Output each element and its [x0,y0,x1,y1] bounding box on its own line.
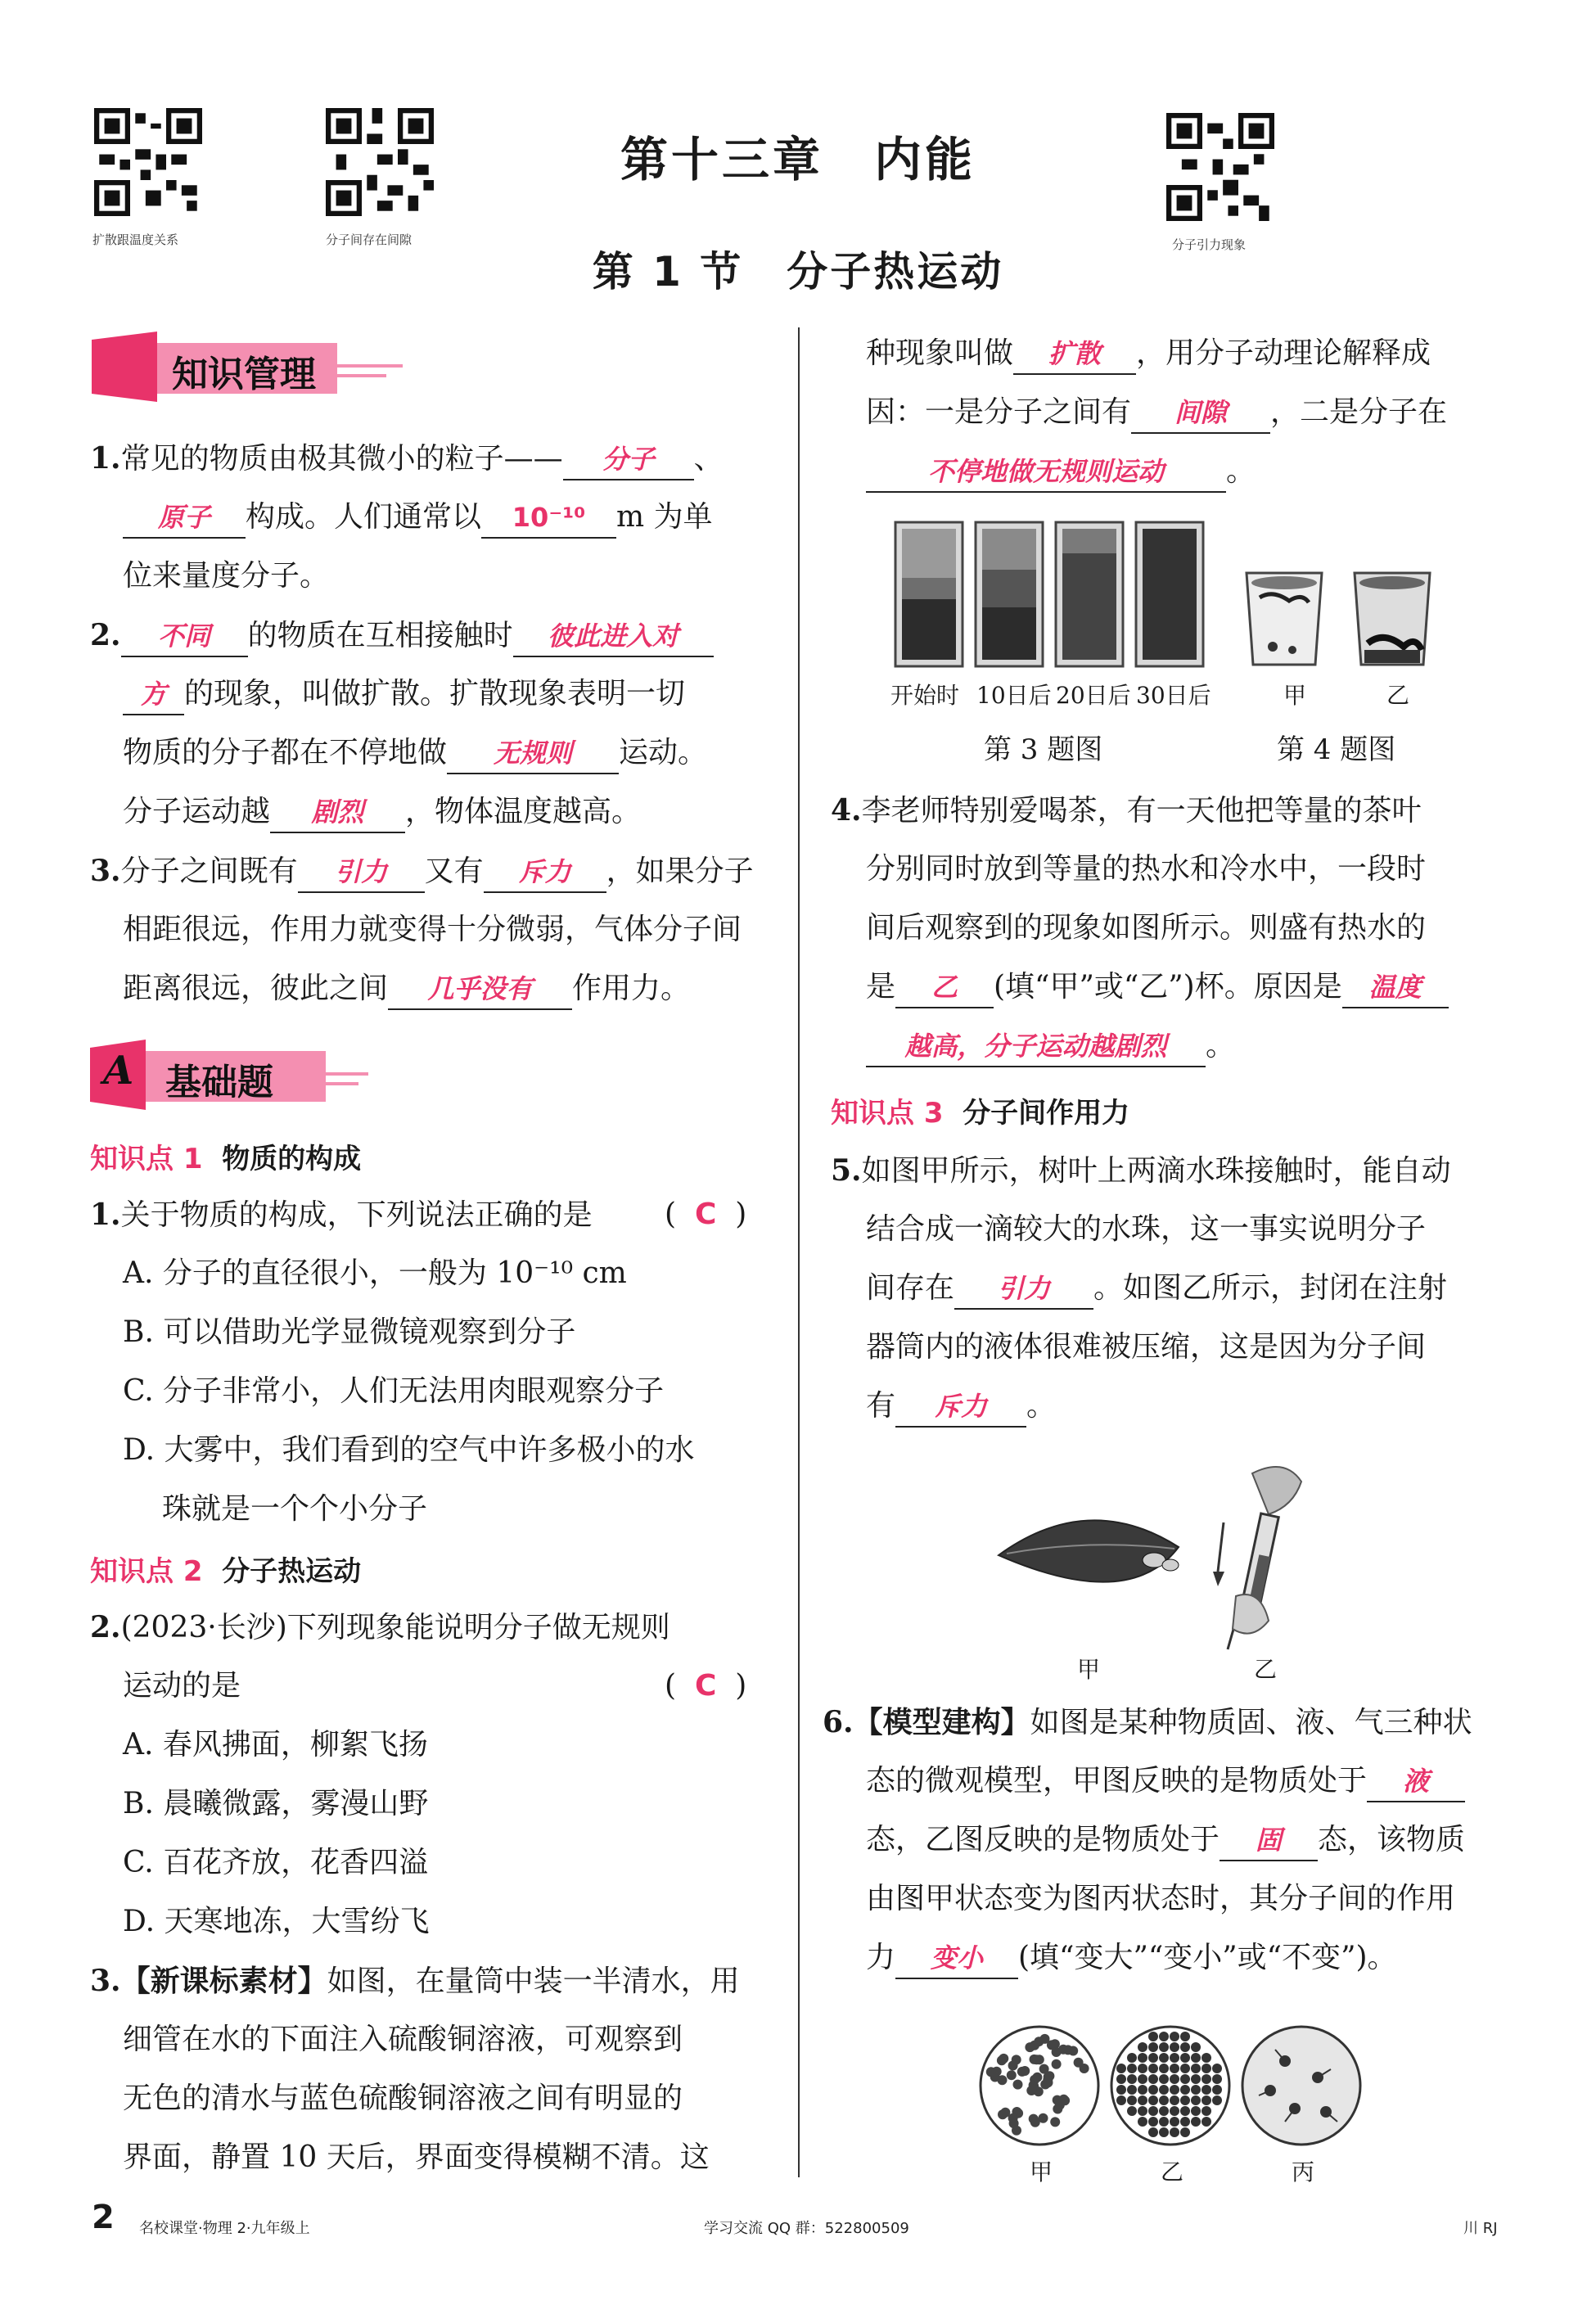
liquid-molecule [1034,2037,1044,2046]
knowledge-q1-number: 1. [90,441,121,476]
liquid-molecule [1063,2045,1073,2055]
text: 如图，在量筒中装一半清水，用 [327,1964,740,1998]
answer-blank: 引力 [954,1269,1093,1310]
section-title: 第 1 节 分子热运动 [592,248,1004,295]
footer-edition: 川 RJ [1463,2220,1498,2237]
solid-molecule [1170,2074,1179,2084]
text: 有 [866,1389,896,1423]
solid-molecule [1212,2085,1222,2095]
fig5-label-jia: 甲 [1077,1656,1101,1683]
text: 分子运动越 [123,795,271,828]
solid-molecule [1170,2106,1179,2116]
chapter-title: 第十三章 内能 [620,132,976,187]
text: 的现象，叫做扩散。扩散现象表明一切 [184,677,686,710]
basic-p1-option-b: B. 可以借助光学显微镜观察到分子 [123,1315,576,1349]
text: m 为单 [616,500,713,534]
solid-molecule [1202,2064,1211,2073]
solid-molecule [1127,2053,1137,2063]
text: 。如图乙所示，封闭在注射 [1093,1271,1448,1305]
liquid-molecule [1008,2061,1018,2071]
liquid-molecule [1025,2042,1035,2052]
basic-p2-stem1 [90,1608,670,1648]
text: (2023·长沙)下列现象能说明分子做无规则 [120,1611,670,1644]
solid-molecule [1180,2095,1190,2105]
solid-molecule [1127,2095,1137,2105]
text: ，物体温度越高。 [405,795,642,828]
text: 关于物质的构成，下列说法正确的是 [120,1198,593,1232]
knowledge-q1-line3: 位来量度分子。 [123,559,330,593]
solid-molecule [1159,2085,1169,2095]
right-p5-line5 [866,1387,1056,1428]
solid-molecule [1148,2085,1158,2095]
liquid-molecule [1032,2073,1042,2082]
solid-molecule [1148,2032,1158,2041]
basic-p1-option-c: C. 分子非常小，人们无法用肉眼观察分子 [123,1374,665,1408]
question-tag: 【模型建构】 [853,1706,1030,1739]
answer-blank: 彼此进入对 [513,616,714,657]
solid-molecule [1148,2117,1158,2127]
knowledge-q3-line2: 相距很远，作用力就变得十分微弱，气体分子间 [123,913,742,946]
solid-molecule [1202,2095,1211,2105]
text: 构成。人们通常以 [246,500,482,534]
solid-molecule [1191,2053,1201,2063]
text: 运动。 [619,736,708,769]
answer-blank: 方 [123,674,184,715]
solid-molecule [1148,2064,1158,2073]
solid-molecule [1148,2106,1158,2116]
question-number: 1. [90,1198,121,1232]
knowledge-q2-line4 [123,792,641,833]
question-number: 4. [831,793,862,828]
answer-blank: 乙 [895,968,994,1008]
text: 物质的分子都在不停地做 [123,736,448,769]
solid-molecule [1148,2095,1158,2105]
answer-blank: 越高，分子运动越剧烈 [866,1026,1206,1067]
text: 态的微观模型，甲图反映的是物质处于 [866,1764,1368,1798]
cylinder-20-days [1056,522,1123,666]
text: (填“甲”或“乙”)杯。原因是 [994,970,1342,1004]
solid-molecule [1180,2127,1190,2137]
fig3-label-10: 10日后 [976,682,1052,709]
cup-jia [1247,573,1322,665]
text: ，用分子动理论解释成 [1136,336,1431,370]
knowledge-q2-line2 [123,674,685,715]
solid-molecule [1127,2074,1137,2084]
text: 因：一是分子之间有 [866,395,1132,429]
solid-molecule [1159,2106,1169,2116]
right-p4-line3: 间后观察到的现象如图所示。则盛有热水的 [866,911,1427,945]
basic-p2-option-b: B. 晨曦微露，雾漫山野 [123,1787,429,1820]
liquid-molecule [1007,2070,1017,2080]
answer-blank: 不停地做无规则运动 [866,452,1226,493]
fig3-label-20: 20日后 [1056,682,1131,709]
solid-molecule [1212,2064,1222,2073]
knowledge-q2-line1 [90,616,714,657]
text: 分子之间既有 [120,855,298,888]
right-p4-line2: 分别同时放到等量的热水和冷水中，一段时 [866,852,1427,886]
fig4-label-yi: 乙 [1386,682,1410,709]
text: 。 [1206,1029,1236,1062]
page-number: 2 [92,2199,115,2236]
qr-caption-1: 扩散跟温度关系 [92,232,179,247]
solid-molecule [1180,2106,1190,2116]
question-number: 5. [831,1153,862,1188]
fig6-label-yi: 乙 [1161,2158,1184,2185]
solid-molecule [1180,2032,1190,2041]
basic-banner [90,1040,368,1110]
knowledge-q1-line2 [123,498,713,539]
liquid-molecule [1039,2113,1048,2123]
answer-blank: 变小 [895,1938,1018,1979]
answer-blank: 固 [1220,1820,1318,1861]
solid-molecule [1116,2064,1126,2073]
solid-molecule [1202,2074,1211,2084]
answer-blank: 10⁻¹⁰ [481,498,616,539]
cylinder-10-days [976,522,1043,666]
text: 态，该物质 [1318,1823,1466,1856]
solid-molecule [1202,2085,1211,2095]
answer-blank: 几乎没有 [388,969,572,1010]
liquid-molecule [1050,2117,1060,2127]
model-solid [1111,2027,1229,2145]
solid-molecule [1180,2085,1190,2095]
basic-p3-line1 [90,1961,740,2001]
solid-molecule [1180,2117,1190,2127]
fig3-caption: 第 3 题图 [984,733,1103,766]
solid-molecule [1159,2117,1169,2127]
model-liquid [981,2027,1098,2145]
answer-blank: 液 [1367,1761,1465,1802]
basic-banner-letter: A [103,1048,134,1094]
text: 常见的物质由极其微小的粒子—— [120,442,563,476]
solid-molecule [1191,2074,1201,2084]
liquid-molecule [999,2054,1008,2064]
solid-molecule [1191,2085,1201,2095]
solid-molecule [1159,2074,1169,2084]
text: 距离很远，彼此之间 [123,972,389,1005]
liquid-molecule [1047,2040,1057,2050]
basic-p2-answer: ( C ) [665,1669,747,1703]
right-p6-line5 [866,1938,1397,1979]
text: 李老师特别爱喝茶，有一天他把等量的茶叶 [861,794,1422,828]
fig4-caption: 第 4 题图 [1277,733,1396,766]
liquid-molecule [1013,2080,1023,2090]
solid-molecule [1116,2095,1126,2105]
figure-3-cylinders [892,517,1211,673]
question-number: 6. [823,1705,854,1739]
knowledge-point-2 [90,1549,361,1589]
liquid-molecule [1008,2113,1018,2123]
figure-6-molecule-models [974,2020,1367,2151]
text: (填“变大”“变小”或“不变”)。 [1018,1941,1397,1974]
cup-yi [1355,573,1430,665]
knowledge-point-label: 知识点 3 [831,1097,944,1130]
solid-molecule [1191,2106,1201,2116]
footer-qq: 学习交流 QQ 群：522800509 [704,2220,909,2237]
liquid-molecule [1044,2077,1053,2087]
knowledge-q3-number: 3. [90,854,121,888]
right-p4-line4 [866,968,1449,1008]
solid-molecule [1170,2032,1179,2041]
text: 态，乙图反映的是物质处于 [866,1823,1220,1856]
answer-blank: 扩散 [1013,334,1136,375]
liquid-molecule [1052,2059,1062,2069]
text: 。 [1026,1389,1057,1423]
solid-molecule [1138,2053,1147,2063]
fig3-label-30: 30日后 [1136,682,1211,709]
knowledge-point-label: 知识点 1 [90,1143,203,1175]
text: 种现象叫做 [866,336,1014,370]
solid-molecule [1138,2085,1147,2095]
question-number: 2. [90,1610,121,1644]
fig5-label-yi: 乙 [1254,1656,1278,1683]
basic-p1-answer: ( C ) [665,1198,747,1231]
text: 的物质在互相接触时 [247,619,513,652]
text: 、 [693,442,724,476]
model-gas [1242,2027,1360,2145]
answer-blank: 斥力 [484,852,606,893]
liquid-molecule [1032,2055,1042,2064]
basic-p2-option-d: D. 天寒地冻，大雪纷飞 [123,1905,430,1938]
solid-molecule [1159,2053,1169,2063]
solid-molecule [1148,2053,1158,2063]
right-p5-line4: 器筒内的液体很难被压缩，这是因为分子间 [866,1330,1427,1364]
fig4-label-jia: 甲 [1283,682,1307,709]
solid-molecule [1170,2053,1179,2063]
liquid-molecule [1017,2067,1027,2077]
right-p5-line3 [866,1269,1447,1310]
solid-molecule [1202,2053,1211,2063]
right-p6-line1 [823,1703,1472,1743]
cylinder-start [895,522,963,666]
text: 力 [866,1941,896,1974]
solid-molecule [1127,2106,1137,2116]
knowledge-point-3 [831,1090,1129,1130]
solid-molecule [1159,2095,1169,2105]
fig3-label-start: 开始时 [890,682,960,709]
knowledge-q1-line1 [90,439,724,480]
solid-molecule [1159,2127,1169,2137]
basic-p3-line3: 无色的清水与蓝色硫酸铜溶液之间有明显的 [123,2082,683,2115]
solid-molecule [1212,2074,1222,2084]
knowledge-q2-number: 2. [90,618,121,652]
basic-p3-line2: 细管在水的下面注入硫酸铜溶液，可观察到 [123,2023,683,2056]
knowledge-point-1 [90,1136,361,1176]
liquid-molecule [1074,2058,1084,2068]
knowledge-banner-label: 知识管理 [172,354,316,395]
fig6-label-jia: 甲 [1030,2158,1053,2185]
solid-molecule [1127,2085,1137,2095]
solid-molecule [1116,2074,1126,2084]
liquid-molecule [1012,2126,1021,2136]
solid-molecule [1138,2042,1147,2052]
text: ，二是分子在 [1270,395,1448,429]
solid-molecule [1138,2117,1147,2127]
text: ，如果分子 [606,855,754,888]
solid-molecule [1180,2064,1190,2073]
knowledge-point-label: 知识点 2 [90,1555,203,1588]
leaf-with-droplets [999,1520,1179,1581]
basic-p1-option-d1: D. 大雾中，我们看到的空气中许多极小的水 [123,1433,695,1467]
figure-4-cups [1240,565,1445,671]
solid-molecule [1170,2095,1179,2105]
solid-molecule [1159,2064,1169,2073]
knowledge-q2-line3 [123,733,707,774]
text: 作用力。 [572,972,691,1005]
column-divider [798,327,800,2177]
fig6-label-bing: 丙 [1292,2158,1315,2185]
liquid-molecule [992,2067,1002,2077]
answer-choice: C [694,1198,717,1231]
right-p6-line3 [866,1820,1465,1861]
solid-molecule [1148,2074,1158,2084]
qr-caption-2: 分子间存在间隙 [326,232,413,247]
solid-molecule [1191,2095,1201,2105]
basic-p2-option-a: A. 春风拂面，柳絮飞扬 [123,1728,428,1761]
solid-molecule [1180,2053,1190,2063]
right-p5-line2: 结合成一滴较大的水珠，这一事实说明分子 [866,1212,1427,1246]
cylinder-30-days [1136,522,1203,666]
right-p5-line1 [831,1151,1451,1191]
qr-caption-3: 分子引力现象 [1172,237,1247,252]
solid-molecule [1202,2117,1211,2127]
solid-molecule [1159,2032,1169,2041]
answer-blank: 温度 [1342,968,1449,1008]
answer-blank: 分子 [563,440,694,480]
right-r3 [866,452,1256,493]
answer-blank: 引力 [298,852,425,893]
text: 。 [1226,454,1256,488]
knowledge-q3-line1 [90,851,754,893]
right-p4-line5 [866,1026,1235,1067]
solid-molecule [1116,2085,1126,2095]
right-r2 [866,393,1447,434]
solid-molecule [1170,2127,1179,2137]
solid-molecule [1212,2095,1222,2105]
solid-molecule [1170,2085,1179,2095]
basic-p1-option-d2: 珠就是一个个小分子 [162,1492,428,1526]
solid-molecule [1191,2117,1201,2127]
solid-molecule [1191,2064,1201,2073]
solid-molecule [1170,2042,1179,2052]
basic-p3-line4: 界面，静置 10 天后，界面变得模糊不清。这 [123,2140,710,2174]
liquid-molecule [1055,2100,1065,2110]
text: 如图是某种物质固、液、气三种状 [1030,1706,1472,1739]
footer-book: 名校课堂·物理 2·九年级上 [139,2220,310,2237]
solid-molecule [1170,2064,1179,2073]
right-p6-line2 [866,1761,1465,1802]
knowledge-point-title: 分子间作用力 [963,1097,1130,1130]
solid-molecule [1180,2042,1190,2052]
solid-molecule [1127,2064,1137,2073]
knowledge-q3-line3 [123,969,690,1010]
solid-molecule [1138,2095,1147,2105]
text: 如图甲所示，树叶上两滴水珠接触时，能自动 [861,1154,1451,1188]
answer-blank: 不同 [121,616,248,657]
basic-p2-option-c: C. 百花齐放，花香四溢 [123,1846,429,1879]
answer-blank: 斥力 [895,1387,1026,1428]
question-tag: 【新课标素材】 [120,1964,327,1998]
right-p6-line4: 由图甲状态变为图丙状态时，其分子间的作用 [866,1882,1456,1915]
solid-molecule [1191,2042,1201,2052]
answer-blank: 剧烈 [270,792,405,833]
knowledge-banner [92,332,403,402]
syringe [1213,1467,1301,1649]
answer-blank: 无规则 [447,733,619,774]
knowledge-point-title: 分子热运动 [222,1555,362,1588]
right-r1 [866,334,1431,375]
solid-molecule [1202,2106,1211,2116]
solid-molecule [1170,2117,1179,2127]
answer-choice: C [694,1669,717,1703]
answer-blank: 原子 [123,498,246,539]
solid-molecule [1138,2064,1147,2073]
solid-molecule [1138,2074,1147,2084]
solid-molecule [1148,2127,1158,2137]
solid-molecule [1180,2074,1190,2084]
basic-p1-stem [90,1195,593,1235]
answer-blank: 间隙 [1131,393,1270,434]
basic-banner-label: 基础题 [165,1062,273,1103]
text: 是 [866,970,896,1004]
right-p4-line1 [831,791,1422,831]
solid-molecule [1138,2106,1147,2116]
question-number: 3. [90,1964,121,1998]
basic-p2-stem2: 运动的是 [123,1669,241,1703]
knowledge-point-title: 物质的构成 [222,1143,362,1175]
text: 又有 [424,855,484,888]
solid-molecule [1148,2042,1158,2052]
text: 间存在 [866,1271,955,1305]
figure-5-leaf-syringe [990,1457,1318,1653]
basic-p1-option-a: A. 分子的直径很小，一般为 10⁻¹⁰ cm [123,1256,627,1290]
liquid-molecule [998,2109,1008,2119]
solid-molecule [1159,2042,1169,2052]
